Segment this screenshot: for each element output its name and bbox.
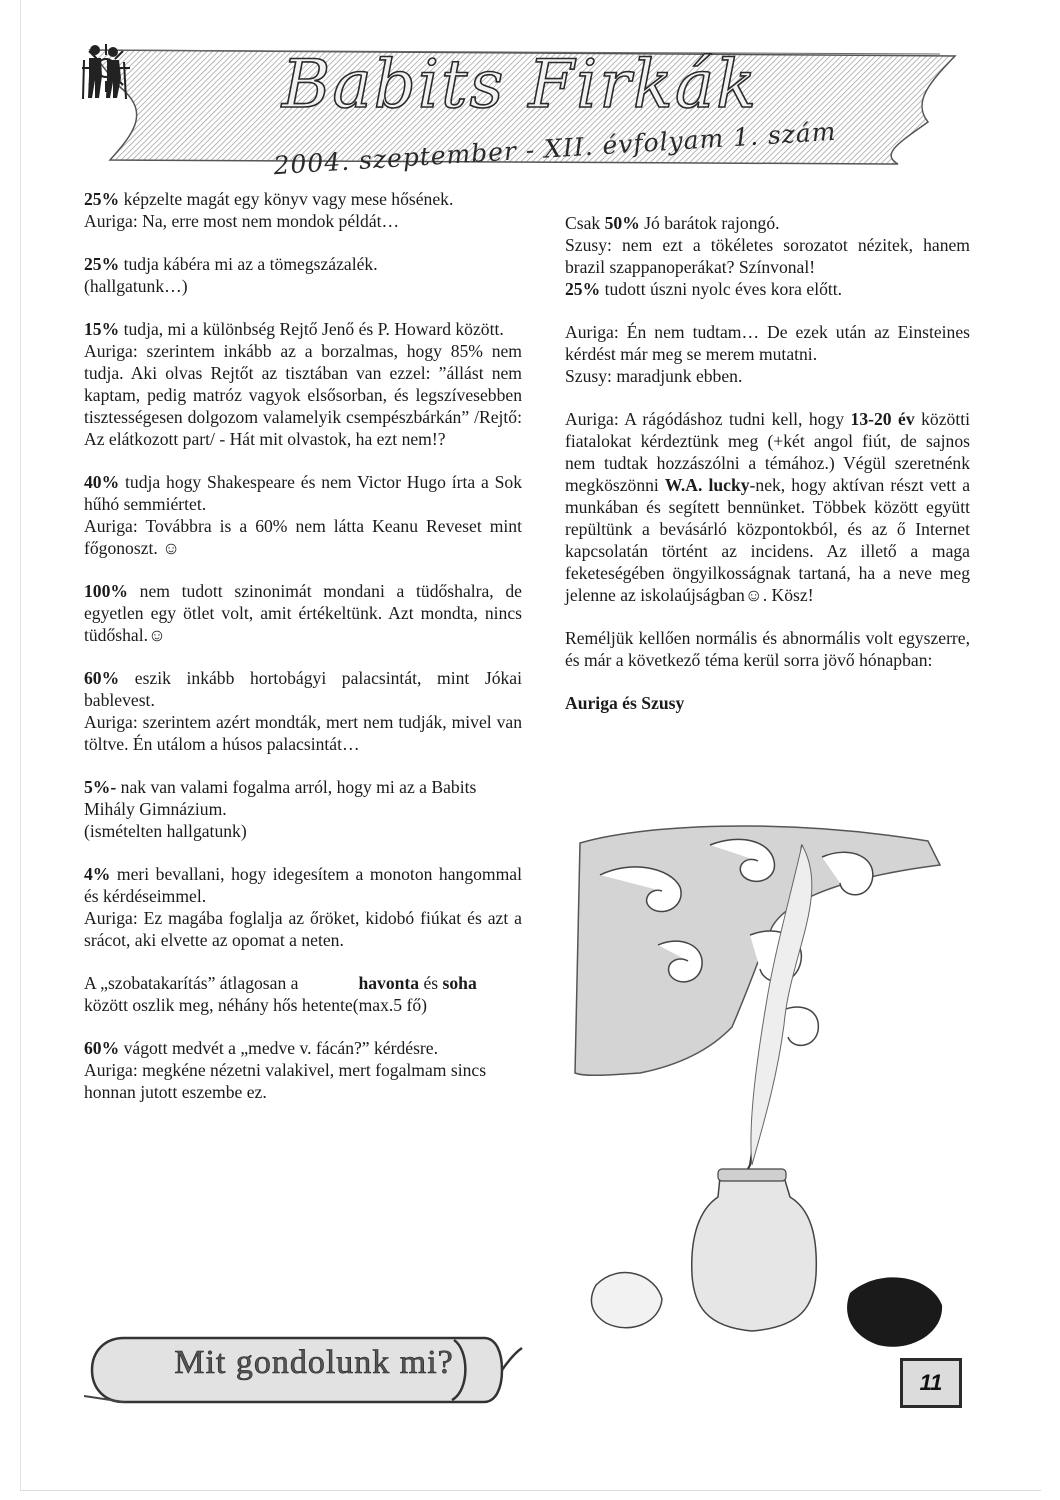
stat-paragraph — [84, 667, 522, 755]
stat-paragraph — [565, 321, 970, 387]
stat-text: Reméljük kellően normális és abnormális volt egyszerre, és már a következő téma kerül sorra jövő hónapban: — [565, 628, 970, 670]
stat-text: Csak — [565, 213, 605, 233]
stat-paragraph — [84, 471, 522, 559]
stat-emphasis: soha — [442, 973, 477, 993]
stat-text: között oszlik meg, néhány hős hetente(max.5 fő) — [84, 995, 427, 1015]
stat-text: és — [419, 973, 443, 993]
stat-percent: 5%- — [84, 777, 117, 797]
stat-paragraph — [84, 863, 522, 951]
stat-text: meri bevallani, hogy idegesítem a monoton hangommal és kérdéseimmel. — [84, 864, 522, 906]
stat-text: képzelte magát egy könyv vagy mese hősének. — [119, 189, 454, 209]
stat-percent: 4% — [84, 864, 111, 884]
stat-emphasis: havonta — [358, 973, 420, 993]
right-column — [565, 212, 970, 735]
hikers-icon — [80, 42, 128, 100]
stat-comment: Auriga: szerintem inkább az a borzalmas, hogy 85% nem tudja. Aki olvas Rejtőt az tisztában van ezzel: ”állást nem kaptam, pedig matróz vagyok elsősorban, és legszívesebben tisztességesen dolgozom valamelyik csempészbárkán” /Rejtő: Az elátkozott part/ - Hát mit olvastok, ha ezt nem!? — [84, 341, 522, 449]
header-banner — [80, 42, 960, 181]
stat-paragraph — [84, 580, 522, 646]
stat-paragraph — [84, 1037, 522, 1103]
stat-percent: 40% — [84, 472, 120, 492]
stat-comment: Szusy: maradjunk ebben. — [565, 366, 743, 386]
stat-text: nem tudott szinonimát mondani a tüdőshalra, de egyetlen egy ötlet volt, amit értékeltünk. Azt mondta, nincs tüdőshal.☺ — [84, 581, 522, 645]
stat-text: eszik inkább hortobágyi palacsintát, mint Jókai bablevest. — [84, 668, 522, 710]
stat-comment: Auriga: Ez magába foglalja az őröket, kidobó fiúkat és azt a srácot, aki elvette az opomat a neten. — [84, 908, 522, 950]
quill-inkwell-illustration — [560, 805, 970, 1365]
section-title: Mit gondolunk mi? — [174, 1344, 454, 1381]
closing-paragraph — [565, 408, 970, 606]
stat-paragraph — [84, 318, 522, 450]
stat-percent: 15% — [84, 319, 120, 339]
author-signature: Auriga és Szusy — [565, 693, 685, 713]
stat-text: tudja hogy Shakespeare és nem Victor Hugo írta a Sok hűhó semmiértet. — [84, 472, 522, 514]
stat-paragraph — [84, 188, 522, 232]
stat-text: Auriga: Én nem tudtam… De ezek után az Einsteines kérdést már meg se merem mutatni. — [565, 322, 970, 364]
stat-text: A „szobatakarítás” átlagosan a — [84, 973, 299, 993]
section-banner — [84, 1330, 524, 1410]
stat-percent: 100% — [84, 581, 128, 601]
stat-emphasis: W.A. lucky — [664, 475, 750, 495]
stat-text: tudja, mi a különbség Rejtő Jenő és P. Howard között. — [119, 319, 504, 339]
stat-comment: Auriga: Továbbra is a 60% nem látta Keanu Reveset mint főgonoszt. ☺ — [84, 516, 522, 558]
stat-percent: 25% — [84, 254, 120, 274]
stat-comment: Auriga: szerintem azért mondták, mert nem tudják, mivel van töltve. Én utálom a húsos palacsintát… — [84, 712, 522, 754]
stat-percent: 25% — [84, 189, 120, 209]
issue-subtitle: 2004. szeptember - XII. évfolyam 1. szám — [272, 116, 838, 181]
stat-emphasis: 13-20 év — [850, 409, 915, 429]
magazine-title: Babits Firkák — [281, 46, 759, 123]
stat-percent: 25% — [565, 279, 601, 299]
stat-text: vágott medvét a „medve v. fácán?” kérdésre. — [119, 1038, 438, 1058]
closing-paragraph — [565, 627, 970, 671]
stat-text: közötti fiatalokat kérdeztünk meg (+két angol fiút, de sajnos nem tudtak hozzászólni a témához.) Végül szeretnénk megköszönni — [565, 409, 970, 495]
stat-percent: 60% — [84, 1038, 120, 1058]
left-column — [84, 188, 522, 1124]
page-number: 11 — [900, 1358, 962, 1408]
stat-text: tudja kábéra mi az a tömegszázalék. — [119, 254, 378, 274]
stat-comment: (ismételten hallgatunk) — [84, 821, 247, 841]
stat-text: -nek, hogy aktívan részt vett a munkában és segített bennünket. Többek között együtt repültünk a bevásárló központokból, és az ő Internet kapcsolatán történt az incidens. Az illető a maga feketeségében öngyilkosságnak tartaná, ha a neve meg jelenne az iskolaújságban☺. Kösz! — [565, 475, 971, 605]
stat-paragraph — [565, 212, 970, 300]
stat-text: nak van valami fogalma arról, hogy mi az a Babits Mihály Gimnázium. — [84, 777, 477, 819]
stat-comment: (hallgatunk…) — [84, 276, 188, 296]
stat-text: Jó barátok rajongó. — [639, 213, 780, 233]
stat-paragraph — [84, 776, 522, 842]
stat-comment: Auriga: megkéne nézetni valakivel, mert fogalmam sincs honnan jutott eszembe ez. — [84, 1060, 487, 1102]
stat-paragraph — [84, 253, 522, 297]
stat-comment: Szusy: nem ezt a tökéletes sorozatot nézitek, hanem brazil szappanoperákat? Színvonal! — [565, 235, 970, 277]
stat-text: tudott úszni nyolc éves kora előtt. — [600, 279, 843, 299]
stat-paragraph — [84, 972, 522, 1016]
stat-comment: Auriga: Na, erre most nem mondok példát… — [84, 211, 400, 231]
stat-percent: 60% — [84, 668, 120, 688]
stat-percent: 50% — [604, 213, 640, 233]
stat-text: Auriga: A rágódáshoz tudni kell, hogy — [565, 409, 851, 429]
